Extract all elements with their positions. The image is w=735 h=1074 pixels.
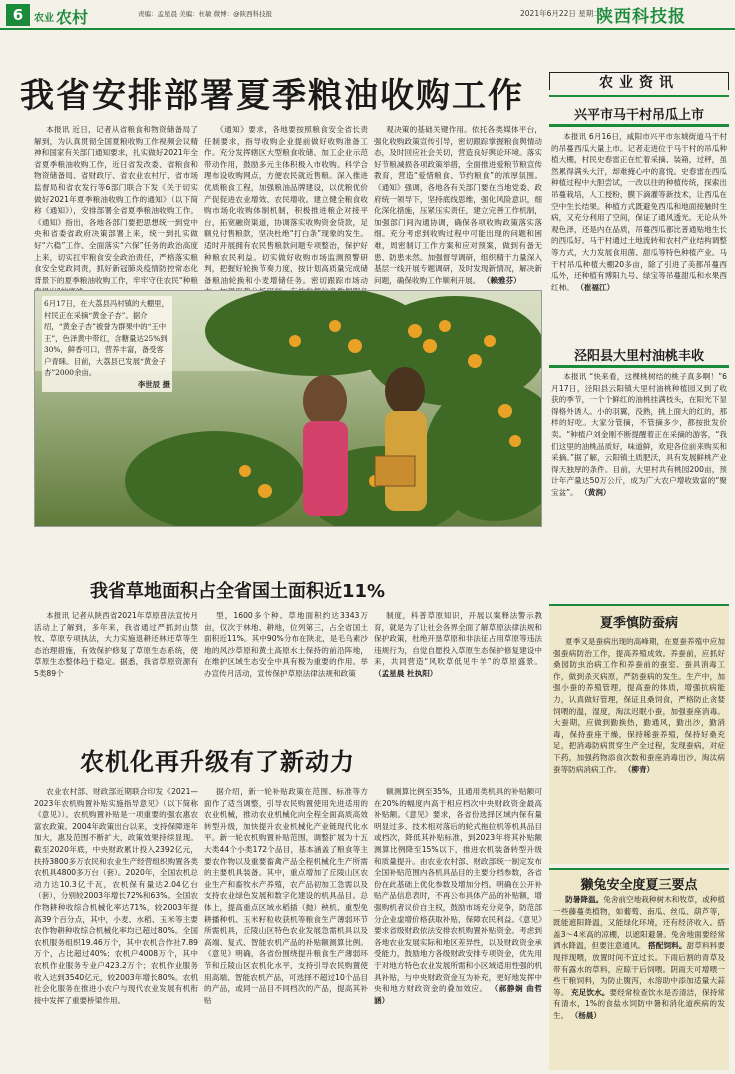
sidebar-item1-rule bbox=[549, 124, 729, 127]
section-label-agriculture: 农业 bbox=[34, 13, 54, 24]
box2-lead3: 充足饮水。 bbox=[570, 987, 610, 997]
sidebar-item2-headline: 泾阳县大里村油桃丰收 bbox=[573, 349, 704, 364]
article2-col2: 型，1600多个种。草地面积约达3343万亩，仅次于林地、耕地，位列第三，占全省国土面积近11%。其中90%分布在陕北，是毛乌素沙地的风沙草原和黄土高原水土保持的前沿阵地，在维护区域生态安全中具有极为重要的作用。举办宣传月活动，宣传保护草原法律法规和政策 bbox=[204, 611, 368, 678]
box2-lead1: 防暑降温。 bbox=[565, 895, 604, 904]
issue-date: 2021年6月22日 星期二 bbox=[520, 9, 601, 18]
article3-col2: 据介绍，新一轮补贴政策在范围、标准等方面作了适当调整，引导农民购置使用先进适用的农业机械，推动农业机械化向全程全面高质高效转型升级，加快提升农业机械化产业链现代化水平。新一轮农机购置补贴范围，调整扩展为十五大类44个小类172个品目，基本涵盖了粮食等主要农作物以及重要畜禽产品全程机械化生产所需的主要机具装备。其中，重点增加了丘陵山区农业生产和畜牧水产养殖，农产品初加工急需以及支持农业绿色发展和数字化建设的机具品目。总体上，提高重点区域水稻插（抛）秧机、重型免耕播种机、玉米籽粒收获机等粮食生产薄弱环节所需机具，丘陵山区特色农业发展急需机具以及高端、复式、智能农机产品的补贴额测算比例。《意见》明确，各省份围绕提升粮食生产薄弱环节和丘陵山区农机化水平，支持引导农民购置使用高端、智能农机产品，可选择不超过10个品目的产品，或同一品目不同档次的产品，提高其补贴 bbox=[204, 787, 368, 1005]
page-number: 6 bbox=[6, 4, 30, 26]
page-badge bbox=[6, 4, 116, 26]
article3-col3: 额测算比例至35%，且通用类机具的补贴额可在20%的幅度内高于相应档次中央财政资金最高补贴额。《意见》要求，各省份选择区域内保有量明显过多、技术相对落后的轮式拖拉机等机具品目或档次，降低其补贴标准，到2023年将其补贴额测算比例降至15%以下，推进农机装备转型升级和质量提升。由农业农村部、财政部统一制定发布全国补贴范围内各机具品目的主要分档参数，各省份在此基础上优化参数及增加分档。明确在公开补贴产品信息表时，不再公布具体产品的补贴额，增强购机者议价自主权，鼓励市场充分竞争，防范部分企业虚增价格获取补贴，保障农民利益。《意见》要求省级财政依法安排农机购置补贴资金。考虑到各地农业发展实际和地区差异性，以及财政资金承受能力，鼓励地方各级财政安排专项资金，优先用于对地方特色农业发展所需和小区域适用性强的机具补贴，与中央财政资金互为补充，更好地发挥中央和地方财政资金的叠加效应。 （郝静娴 曲哲涵） bbox=[374, 787, 542, 1005]
box1-author: （柳青） bbox=[623, 764, 655, 774]
sidebar-item1-body: 本报讯 6月16日，咸阳市兴平市东城街道马干村的吊蔓西瓜大量上市。记者走进位于马干村的吊瓜种植大棚，村民史春雷正在忙着采摘、装箱，过秤，虽然累得满头大汗，却难掩心中的喜悦。史春雷在西瓜种植过程中大胆尝试，一改以往的种植传统，探索出吊蔓栽培，人工授粉，膜下滴灌等新技术，让西瓜在空中生长结果。种植方式既避免西瓜和地面接触时生病，又充分利用了空间，保证了通风透光。无论从外观色泽，还是内在品质，吊蔓西瓜都比普通贴地生长的西瓜好。马干村通过土地流转和农村产业结构调整等方式，大力发展食用菌、甜瓜等特色种植产业。马干村吊瓜种植大棚20多亩，除了引进了美都吊蔓西瓜外，还种植有博阳九号、绿宝等吊蔓甜瓜和水果西红柿。 （崔福江） bbox=[551, 132, 727, 292]
article2-col1: 本报讯 记者从陕西省2021年草原普法宣传月活动上了解到，多年来，我省通过严抓封山禁牧、草原专项执法，大力实施退耕还林还草等生态治理措施，有效保护修复了草原生态系统，使草原生态整体趋于稳定。据悉，我省草原资源有5类89个 bbox=[34, 611, 198, 678]
photo-credit: 李世辰 摄 bbox=[137, 379, 170, 389]
box2-lead2: 搭配饲料。 bbox=[648, 941, 687, 951]
article1-author: （赖雅芬） bbox=[482, 275, 521, 285]
section-label-countryside: 农村 bbox=[56, 8, 89, 27]
article1-col1: 本报讯 近日，记者从省粮食和物资储备局了解到，为认真贯彻全国夏粮收购工作视频会议精神和国家有关部门通知要求，扎实做好2021年全省夏季粮油收购工作，近日省发改委、省粮食和物资储备局、省财政厅、省农业农村厅、省市场监督局和省农发行等6部门联合下发《关于切实做好2021年夏季粮油收购工作的通知》（以下简称《通知》），安排部署全省夏季粮油收购工作。《通知》指出，各地各部门要把思想统一到党中央和省委省政府决策部署上来，统一到扎实做好“六稳”工作、全面落实“六保”任务的政治高度上来，切实扛牢粮食安全政治责任，严格落实粮食安全党政同责，抓好新冠肺炎疫情防控常态化背景下的夏季粮油收购工作，牢牢守住农民“种粮 bbox=[34, 125, 198, 285]
editors-line: 责编：孟星晨 美编：杜敏 微博：@陕西科技报 bbox=[138, 10, 273, 18]
box1-body: 夏季又是蚕病出现的高峰期，在夏蚕养殖中应加强蚕病防治工作，提高养殖成效。养蚕前，应抓好桑园防虫治病工作和养蚕前的蚕室、蚕具消毒工作，做到杀灭病原，严防蚕病的发生。生产中，加强小蚕的养殖管理，提高蚕的体质，增强抗病能力，认真做好管理，保证且桑饲食，严格防止贪婪饲喂的温，湿度，淘汰迟眠小蚕，加强蚕座消毒。大蚕期，应做到勤换热，勤通风，勤出沙，勤消毒，保持蚕座干燥，保持稀蚕养殖，保持好桑充足，把消毒防病贯穿生产全过程，发现蚕病，对症下药，加强药物添食次数和蚕座消毒出沙，淘汰病蚕等防病消病工作。 （柳青） bbox=[553, 637, 725, 774]
box2-body: 防暑降温。兔舍前空地栽种树木和牧草，或种植一些藤蔓类植物，如葡萄、南瓜、丝瓜、葫芦等，既能遮阳降温，又能绿化环境，还有经济收入。搭盖3～4米高的凉棚，以遮阳避暑。兔舍地面要经常洒水降温，但要注意通风。 搭配饲料。甜草料料要现拌现喂，放置时间不宜过长。下雨后割的青草及带有露水的草料，应晾干后饲喂。阴雨天可增喂一些干粮饲料，为防止腹泻，水溶助中添加适量大蒜等。 充足饮水。要经常检查饮水是否清洁，保持常有清水，1%的食盐水饲防中暑和消化道疾病的发生。 （杨晨） bbox=[553, 895, 725, 1020]
article2-headline: 我省草地面积占全省国土面积近11% bbox=[90, 581, 386, 602]
box2-title: 獭兔安全度夏三要点 bbox=[580, 878, 698, 893]
sidebar-item1-headline: 兴平市马干村吊瓜上市 bbox=[573, 108, 704, 123]
photo-caption: 6月17日，在大荔县冯村镇的大棚里，村民正在采摘“黄金子杏”。据介绍，“黄金子杏”被誉为群果中的“王中王”，色泽黄中带红，含糖量达25%到30%，鲜香可口，营养丰富，备受客户青睐。目前，大荔县已发展“黄金子杏”2000余亩。 李世辰 摄 bbox=[42, 296, 172, 392]
article3-headline: 农机化再升级有了新动力 bbox=[80, 747, 355, 776]
article1-col2: 《通知》要求，各地要按照粮食安全省长责任制要求，指导收购企业提前做好收购准备工作。充分发挥辖区大型粮食收储、加工企业示范带动作用，鼓励多元主体积极入市收购。科学合理布设收购网点，方便农民就近售粮。深入推进优质粮食工程，加强粮油品牌建设，以优粮优价产促促进农业增效、农民增收。建立健全粮食收购市场化收购体制机制，积极推进粮企对接平台，拓宽融资渠道，协调落实收购资金贷款，足额兑付售粮款，坚决杜绝“打白条”现象的发生。适时开展拥有农民售粮款问题专项整治，保护好种粮农民利益。切实做好收购市场监测预警研判，把握好轮换节奏力度，按计划高质量完成储备粮油轮换和小麦增储任务。密切跟踪市场动 bbox=[204, 125, 368, 285]
sidebar-item1-author: （崔福江） bbox=[576, 282, 615, 292]
article3-author: （郝静娴 曲哲涵） bbox=[374, 984, 542, 1005]
sidebar-title: 农业资讯 bbox=[599, 75, 679, 91]
newspaper-masthead: 陕西科技报 bbox=[596, 7, 686, 27]
article1-col3: 观决策的基础关键作用。依托各类媒体平台，强化收购政策宣传引导，密切跟踪掌握粮食舆情动态，及时回应社会关切，营造良好舆论环境。落实好节粮减损各项政策举措，全面推进爱粮节粮宣传教育，营造“爱惜粮食、节约粮食”的浓厚氛围。《通知》强调，各地各有关部门要在当地党委、政府统一领导下，坚持底线思维，强化风险意识，细化深化措施，压紧压实责任，建立完善工作机制，加强部门间沟通协调，确保各项收购政策落实落细。充分考虑到收购过程中可能出现的问题和困难，周密制订工作方案和应对预案，做到有备无患、防患未然。加强督导调研，组织精干力量深入基层一线开展专题调研，及时发现新情况，解决新问题，确保收购工作顺利开展。 （赖雅芬） bbox=[374, 125, 542, 285]
sidebar-divider bbox=[549, 95, 729, 97]
sidebar-item2-body: 本报讯 “快来看，这棵桃树结的桃子真多啊！”6月17日，泾阳县云阳镇大里村油桃种植园又到了收获的季节，一个个鲜红的油桃挂满枝头，在阳光下显得格外诱人。小的羽翼，没熟，挑上面大的红的，那样的好吃。大家分管摘，不管摘多少，都按批发价卖。“种植户刘金刚不断提醒着正在采摘的游客，“我们这里的油桃品质好，味道鲜，欢迎各位前来购买和采摘。”据了解，云阳镇土质肥沃，具有发展鲜桃产业得天独厚的条件。目前，大里村共有桃园200亩，预计年产量达50万公斤，成为广大农户增收致富的“聚宝盆”。 （黄润） bbox=[551, 372, 727, 497]
article3-col1: 农业农村部、财政部近期联合印发《2021—2023年农机购置补贴实施指导意见》（以下简称《意见》）。农机购置补贴是一项重要的强农惠农富农政策。2004年政策出台以来，支持保障逐年加大，惠及范围不断扩大，政策效果持续显现。截至2020年底，中央财政累计投入2392亿元，扶持3800多万农民和农业生产经营组织购置各类农机具4800多万台（套）。2020年，全国农机总动力达10.3亿千瓦，农机保有量达2.04亿台（套），分别较2003年增长72%和63%。全国农作物耕种收综合机械化率达71%，较2003年提高39个百分点，其中，小麦、水稻、玉米等主要农作物耕种收综合机械化率均已超过80%。全国农机服务组织19.46万个，其中农机合作社7.89万个，占比超过40%；农机户4008万个，其中农机作业服务专业户423.2万个；农机作业服务收入达到3540亿元，较2003年增长80%。农机社会化服务在推进小农户与现代农业发展有机衔接中发挥了重要桥梁作用。 bbox=[34, 787, 198, 1005]
article1-headline: 我省安排部署夏季粮油收购工作 bbox=[20, 76, 524, 116]
article2-col3: 制度，科普草原知识，开展以案释法警示教育，就是为了让社会各界全面了解草原法律法规和保护政策，杜绝开垦草原和非法征占用草原等违法违规行为，自觉自愿投入草原生态保护修复建设中来，共同营造“风吹草低见牛羊”的草原盛景。 （孟星晨 杜执阳） bbox=[374, 611, 542, 678]
sidebar-item2-author: （黄润） bbox=[580, 487, 611, 497]
box2-author: （杨晨） bbox=[570, 1010, 601, 1020]
box1-title: 夏季慎防蚕病 bbox=[599, 616, 678, 631]
sidebar-item2-rule bbox=[549, 365, 729, 368]
article2-author: （孟星晨 杜执阳） bbox=[374, 668, 438, 678]
